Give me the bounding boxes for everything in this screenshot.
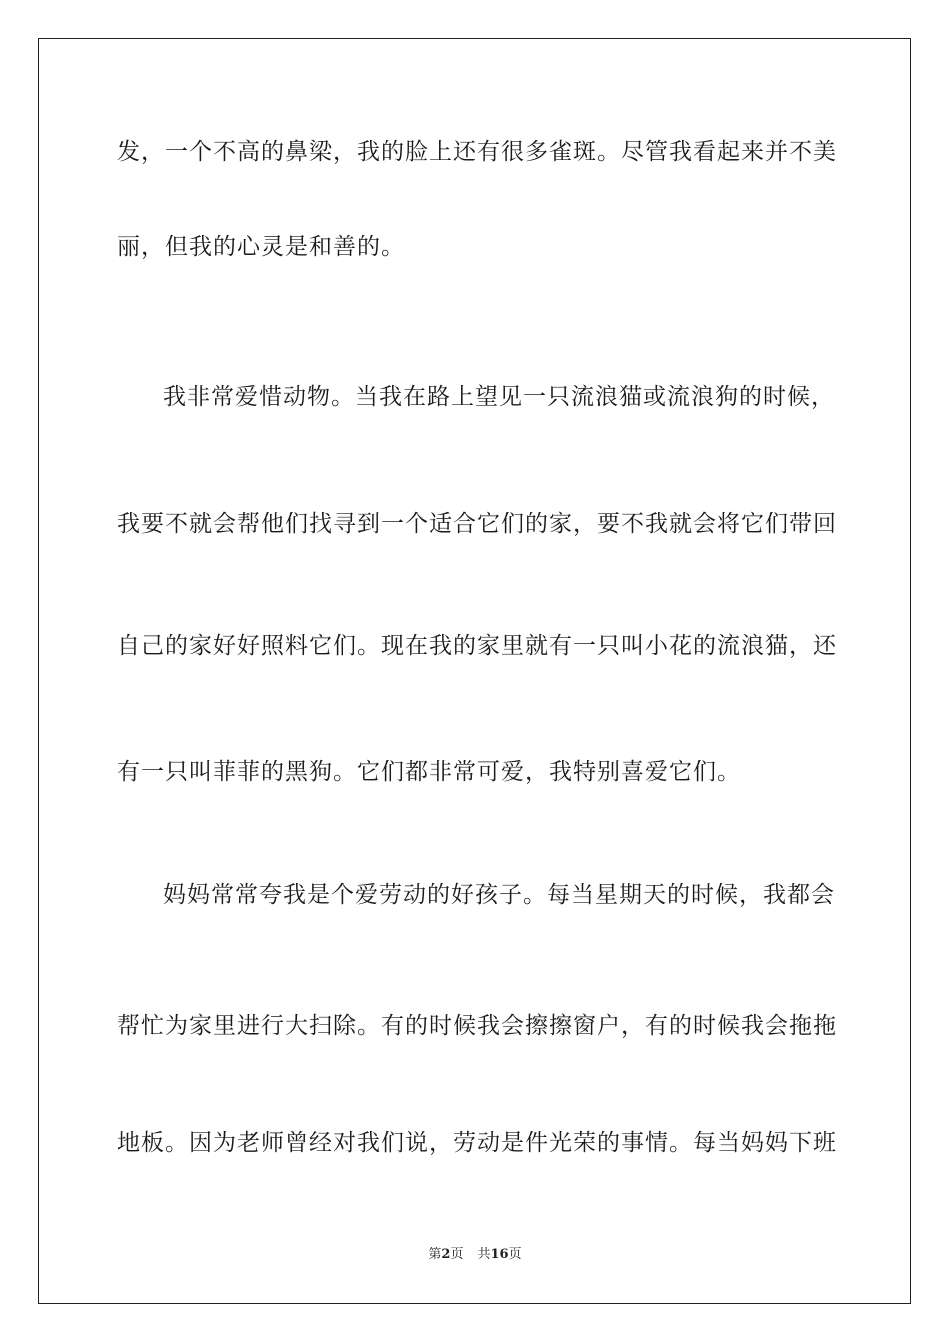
text-line-5: 自己的家好好照料它们。现在我的家里就有一只叫小花的流浪猫，还: [117, 633, 837, 659]
total-suffix: 页: [508, 1247, 522, 1262]
page-prefix: 第: [428, 1247, 442, 1262]
text-line-2: 丽，但我的心灵是和善的。: [117, 234, 405, 260]
text-line-3: 我非常爱惜动物。当我在路上望见一只流浪猫或流浪狗的时候，: [163, 384, 835, 410]
page-border: [38, 38, 911, 1304]
text-line-8: 帮忙为家里进行大扫除。有的时候我会擦擦窗户，有的时候我会拖拖: [117, 1013, 837, 1039]
text-line-7: 妈妈常常夸我是个爱劳动的好孩子。每当星期天的时候，我都会: [163, 882, 835, 908]
page-footer: [0, 1246, 950, 1264]
total-pages: 16: [490, 1247, 509, 1262]
text-line-1: 发，一个不高的鼻梁，我的脸上还有很多雀斑。尽管我看起来并不美: [117, 139, 837, 165]
page-suffix: 页: [450, 1247, 464, 1262]
text-line-9: 地板。因为老师曾经对我们说，劳动是件光荣的事情。每当妈妈下班: [117, 1130, 837, 1156]
page-number: 2: [441, 1247, 451, 1262]
total-prefix: 共: [477, 1247, 491, 1262]
text-line-6: 有一只叫菲菲的黑狗。它们都非常可爱，我特别喜爱它们。: [117, 759, 741, 785]
text-line-4: 我要不就会帮他们找寻到一个适合它们的家，要不我就会将它们带回: [117, 511, 837, 537]
